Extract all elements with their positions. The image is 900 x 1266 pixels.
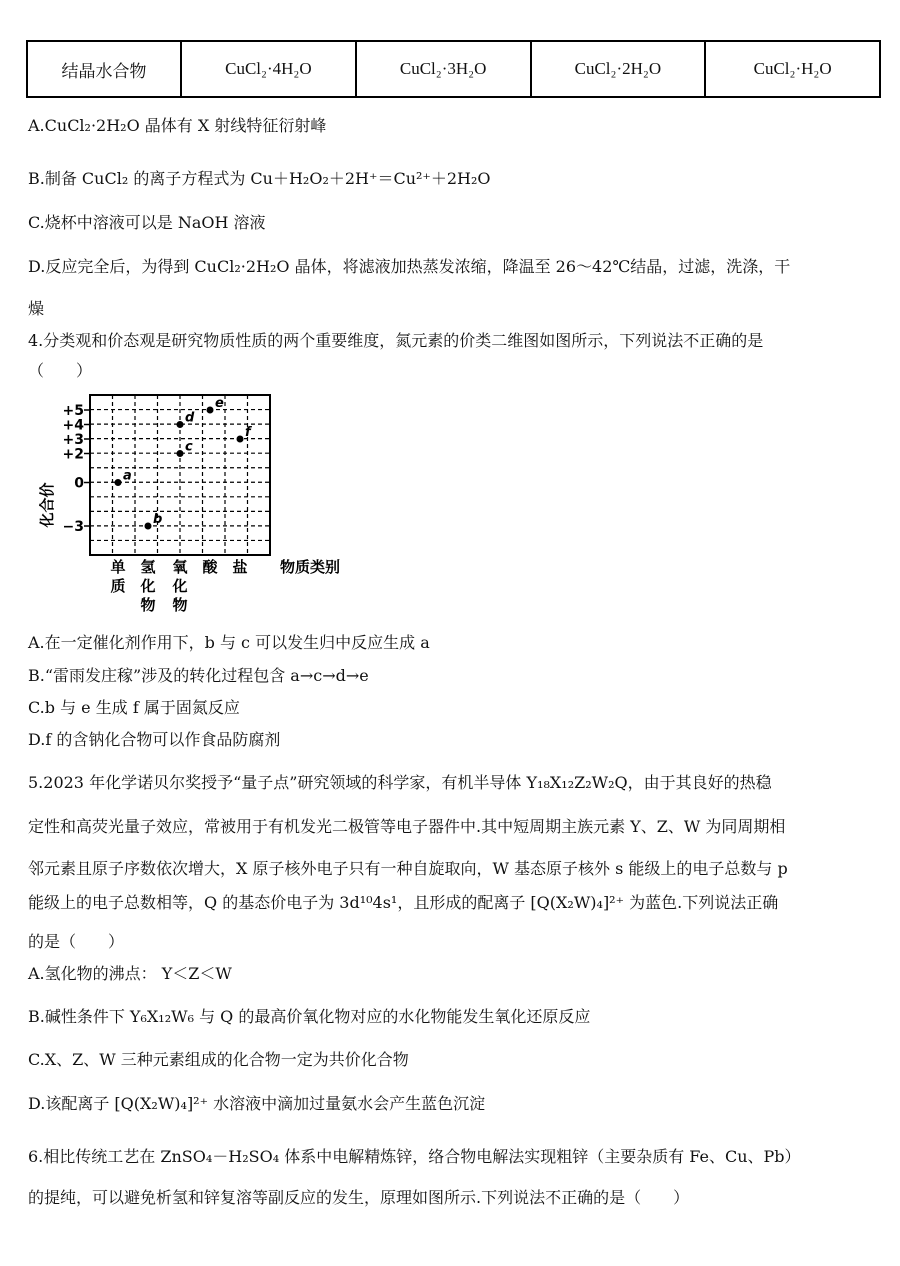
q4-option-a: A.在一定催化剂作用下，b 与 c 可以发生归中反应生成 a (28, 633, 430, 652)
x-category-label: 氧 (172, 558, 188, 576)
x-category-label: 单 (110, 558, 126, 576)
y-tick-label: +4 (62, 417, 84, 434)
y-tick-label: +2 (62, 446, 84, 463)
q3-option-b: B.制备 CuCl₂ 的离子方程式为 Cu＋H₂O₂＋2H⁺＝Cu²⁺＋2H₂O (28, 169, 491, 188)
q3-option-d: D.反应完全后，为得到 CuCl₂·2H₂O 晶体，将滤液加热蒸发浓缩，降温至 26～42℃结晶，过滤，洗涤，干 (28, 257, 791, 276)
data-point-e (207, 407, 214, 414)
q3-option-a: A.CuCl₂·2H₂O 晶体有 X 射线特征衍射峰 (28, 116, 327, 135)
q5-stem-line-3: 邻元素且原子序数依次增大，X 原子核外电子只有一种自旋取向，W 基态原子核外 s 能级上的电子总数与 p (28, 859, 788, 878)
q6-stem-line-1: 6.相比传统工艺在 ZnSO₄－H₂SO₄ 体系中电解精炼锌，络合物电解法实现粗锌（主要杂质有 Fe、Cu、Pb） (28, 1147, 801, 1166)
data-point-d (177, 421, 184, 428)
table-cell: CuCl₂·2H₂O (531, 41, 706, 97)
q5-option-b: B.碱性条件下 Y₆X₁₂W₆ 与 Q 的最高价氧化物对应的水化物能发生氧化还原反应 (28, 1007, 591, 1026)
q3-option-c: C.烧杯中溶液可以是 NaOH 溶液 (28, 213, 266, 232)
y-tick-labels (63, 403, 90, 535)
q5-stem-line-1: 5.2023 年化学诺贝尔奖授予“量子点”研究领域的科学家，有机半导体 Y₁₈X₁₂Z₂W₂Q，由于其良好的热稳 (28, 773, 772, 792)
data-point-label: c (185, 439, 193, 455)
x-category-labels (110, 558, 340, 614)
q4-option-c: C.b 与 e 生成 f 属于固氮反应 (28, 698, 240, 717)
x-category-label: 盐 (232, 558, 248, 576)
q5-stem-line-2: 定性和高荧光量子效应，常被用于有机发光二极管等电子器件中.其中短周期主族元素 Y、Z、W 为同周期相 (28, 817, 786, 836)
data-point-b (145, 523, 152, 530)
x-category-label: 氢 (140, 558, 156, 576)
q3-option-d-cont: 燥 (28, 299, 45, 318)
data-point-label: f (245, 425, 251, 440)
q5-stem-line-4: 能级上的电子总数相等，Q 的基态价电子为 3d¹⁰4s¹，且形成的配离子 [Q(X₂W)₄]²⁺ 为蓝色.下列说法正确 (28, 893, 779, 912)
q5-stem-line-5: 的是（ ） (28, 932, 125, 951)
data-point-label: d (185, 410, 195, 426)
x-category-label: 物 (172, 596, 188, 614)
q4-option-b: B.“雷雨发庄稼”涉及的转化过程包含 a→c→d→e (28, 666, 369, 685)
q5-option-c: C.X、Z、W 三种元素组成的化合物一定为共价化合物 (28, 1050, 409, 1069)
table-row (27, 41, 880, 97)
table-cell: CuCl₂·H₂O (705, 41, 880, 97)
q5-option-a: A.氢化物的沸点： Y＜Z＜W (28, 964, 232, 983)
x-category-label: 物质类别 (280, 558, 341, 576)
table-cell: CuCl₂·4H₂O (181, 41, 356, 97)
y-tick-label: −3 (62, 519, 84, 535)
y-tick-label: 0 (74, 475, 84, 492)
data-point-label: e (215, 396, 224, 411)
x-category-label: 化 (172, 577, 188, 595)
data-point-label: b (153, 512, 163, 527)
x-category-label: 酸 (202, 558, 218, 576)
q4-blank: （ ） (28, 361, 93, 380)
data-point-label: a (123, 468, 132, 484)
q5-option-d: D.该配离子 [Q(X₂W)₄]²⁺ 水溶液中滴加过量氨水会产生蓝色沉淀 (28, 1094, 486, 1113)
table-cell: CuCl₂·3H₂O (356, 41, 531, 97)
data-point-a (115, 479, 122, 486)
x-category-label: 物 (140, 596, 156, 614)
chart-grid (90, 395, 270, 555)
y-tick-label: +3 (62, 432, 84, 448)
q4-stem: 4.分类观和价态观是研究物质性质的两个重要维度，氮元素的价类二维图如图所示，下列说法不正确的是 (28, 331, 764, 350)
y-axis-label: 化合价 (38, 482, 56, 528)
y-tick-label: +5 (62, 403, 84, 419)
q4-option-d: D.f 的含钠化合物可以作食品防腐剂 (28, 730, 281, 749)
hydrate-table (26, 40, 881, 98)
x-category-label: 化 (140, 577, 156, 595)
table-cell: 结晶水合物 (27, 41, 181, 97)
data-point-f (237, 436, 244, 443)
q6-stem-line-2: 的提纯，可以避免析氢和锌复溶等副反应的发生，原理如图所示.下列说法不正确的是（ ） (28, 1188, 690, 1207)
data-point-c (177, 450, 184, 457)
nitrogen-valence-chart (40, 390, 340, 630)
x-category-label: 质 (110, 577, 126, 595)
